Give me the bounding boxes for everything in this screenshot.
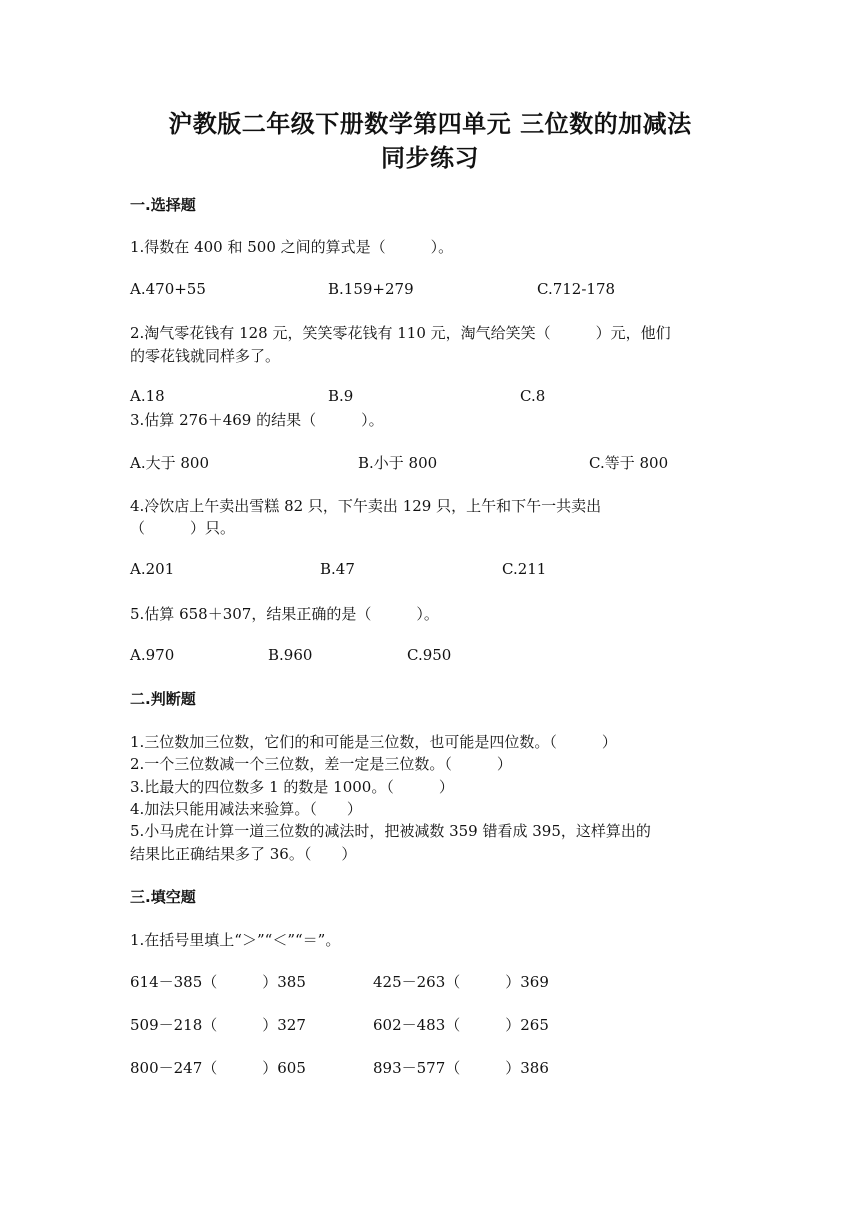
q3-option-c: C.等于 800: [589, 454, 669, 472]
compare-expression: 800－247（ ）605: [130, 1059, 306, 1077]
judgement-item-2: 2.一个三位数减一个三位数，差一定是三位数。（ ）: [130, 755, 512, 773]
compare-expression: 509－218（ ）327: [130, 1016, 306, 1034]
compare-expression: 614－385（ ）385: [130, 973, 306, 991]
q3-option-b: B.小于 800: [358, 454, 438, 472]
judgement-item-3: 3.比最大的四位数多 1 的数是 1000。（ ）: [130, 778, 454, 796]
q4-option-a: A.201: [130, 560, 175, 578]
q2-option-c: C.8: [520, 387, 546, 405]
compare-expression: 602－483（ ）265: [373, 1016, 549, 1034]
q2-option-a: A.18: [130, 387, 165, 405]
question-2-text-line-1: 2.淘气零花钱有 128 元，笑笑零花钱有 110 元，淘气给笑笑（ ）元，他们: [130, 324, 671, 342]
section-heading-choice: 一.选择题: [130, 196, 196, 214]
question-4-text-line-2: （ ）只。: [130, 519, 236, 537]
q2-option-b: B.9: [328, 387, 354, 405]
compare-expression: 425－263（ ）369: [373, 973, 549, 991]
q1-option-b: B.159+279: [328, 280, 414, 298]
question-1-text: 1.得数在 400 和 500 之间的算式是（ ）。: [130, 238, 454, 256]
q3-option-a: A.大于 800: [130, 454, 209, 472]
q1-option-c: C.712-178: [537, 280, 616, 298]
q4-option-b: B.47: [320, 560, 355, 578]
q5-option-c: C.950: [407, 646, 452, 664]
judgement-item-1: 1.三位数加三位数，它们的和可能是三位数，也可能是四位数。（ ）: [130, 733, 617, 751]
compare-expression: 893－577（ ）386: [373, 1059, 549, 1077]
question-5-text: 5.估算 658＋307，结果正确的是（ ）。: [130, 605, 439, 623]
question-4-text-line-1: 4.冷饮店上午卖出雪糕 82 只，下午卖出 129 只，上午和下午一共卖出: [130, 497, 602, 515]
fill-question-1-text: 1.在括号里填上“＞”“＜”“＝”。: [130, 931, 341, 949]
question-2-text-line-2: 的零花钱就同样多了。: [130, 347, 281, 365]
page-title-line-2: 同步练习: [381, 144, 479, 172]
q5-option-b: B.960: [268, 646, 313, 664]
judgement-item-4: 4.加法只能用减法来验算。（ ）: [130, 800, 362, 818]
page-title-line-1: 沪教版二年级下册数学第四单元 三位数的加减法: [168, 110, 692, 138]
judgement-item-5-line-1: 5.小马虎在计算一道三位数的减法时，把被减数 359 错看成 395，这样算出的: [130, 822, 651, 840]
question-3-text: 3.估算 276＋469 的结果（ ）。: [130, 411, 384, 429]
q1-option-a: A.470+55: [130, 280, 206, 298]
section-heading-fill-blank: 三.填空题: [130, 888, 196, 906]
q4-option-c: C.211: [502, 560, 547, 578]
section-heading-judgement: 二.判断题: [130, 690, 196, 708]
q5-option-a: A.970: [130, 646, 175, 664]
judgement-item-5-line-2: 结果比正确结果多了 36。（ ）: [130, 845, 357, 863]
